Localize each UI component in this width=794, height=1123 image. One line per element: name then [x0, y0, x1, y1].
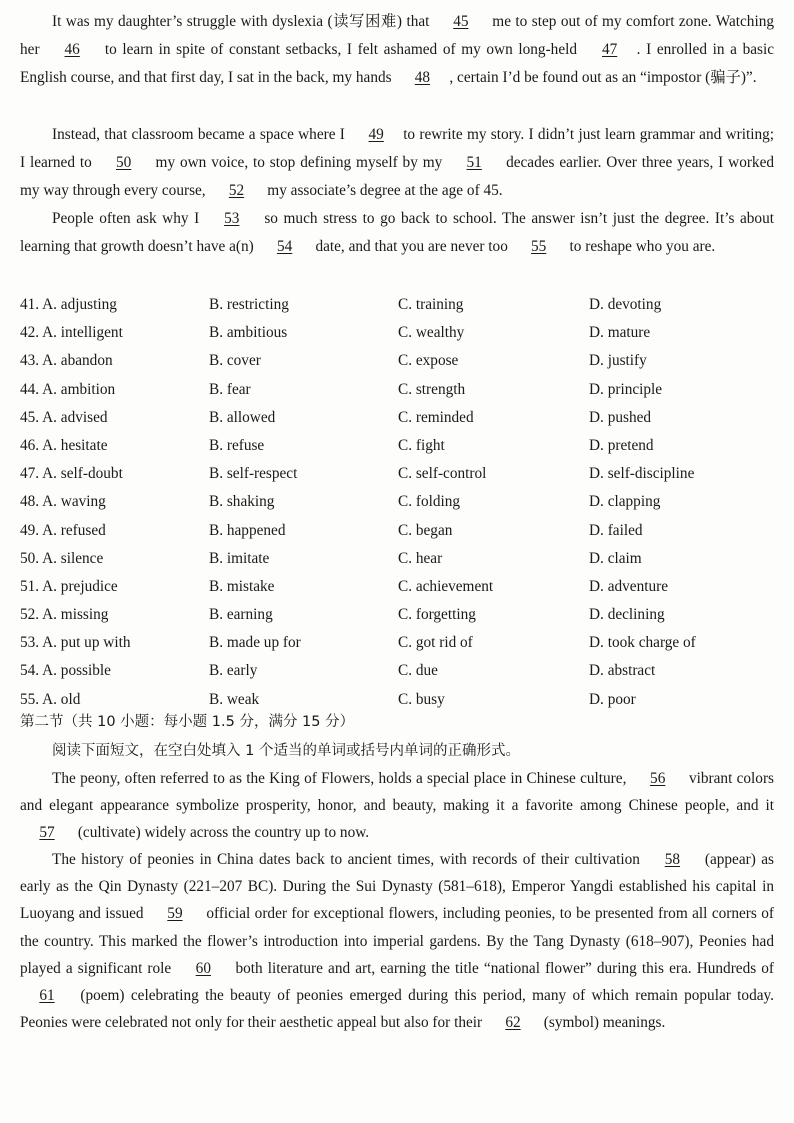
blank-48[interactable]: 48	[414, 69, 431, 87]
option-d[interactable]: D. abstract	[589, 662, 656, 680]
blank-50[interactable]: 50	[116, 154, 132, 172]
option-d[interactable]: D. poor	[589, 690, 636, 708]
text: (appear) as early as the Qin Dynasty (221–207 BC). During the Sui Dynasty (581–618), Emperor Yangdi established his capital in Luoyang and issued	[20, 851, 774, 923]
text: It was my daughter’s struggle with dyslexia (读写困难) that	[52, 13, 430, 30]
question-44	[20, 376, 780, 404]
passage1-paragraph-3	[20, 205, 774, 261]
section-title: 第二节（共 10 小题：每小题 1.5 分，满分 15 分）	[20, 714, 355, 730]
blank-53[interactable]: 53	[224, 210, 240, 227]
option-d[interactable]: D. declining	[589, 606, 665, 624]
option-a[interactable]: 45. A. advised	[20, 408, 108, 426]
blank-59[interactable]: 59	[167, 905, 183, 923]
text: to rewrite my story. I didn’t just learn grammar and writing; I learned to	[20, 126, 774, 172]
option-d[interactable]: D. self-discipline	[589, 465, 695, 483]
text: so much stress to go back to school. The answer isn’t just the degree. It’s about learning that growth doesn’t have a(n)	[20, 210, 774, 256]
option-d[interactable]: D. claim	[589, 549, 642, 567]
option-c[interactable]: C. expose	[398, 352, 459, 370]
option-b[interactable]: B. cover	[209, 352, 261, 370]
passage2-paragraph-1	[20, 765, 774, 847]
blank-52[interactable]: 52	[228, 182, 245, 200]
blank-58[interactable]: 58	[664, 851, 681, 868]
text: me to step out of my comfort zone. Watching her	[20, 13, 774, 59]
option-c[interactable]: C. strength	[398, 380, 466, 398]
option-b[interactable]: B. happened	[209, 521, 286, 539]
option-b[interactable]: B. self-respect	[209, 465, 298, 483]
option-d[interactable]: D. justify	[589, 352, 647, 370]
question-46	[20, 432, 780, 460]
option-a[interactable]: 43. A. abandon	[20, 352, 113, 370]
text: The peony, often referred to as the King of Flowers, holds a special place in Chinese culture,	[52, 770, 627, 787]
option-b[interactable]: B. early	[209, 662, 258, 680]
text: (cultivate) widely across the country up to now.	[77, 824, 370, 842]
question-54	[20, 657, 780, 685]
question-53	[20, 629, 780, 657]
option-d[interactable]: D. took charge of	[589, 634, 696, 652]
option-c[interactable]: C. folding	[398, 493, 461, 511]
option-a[interactable]: 44. A. ambition	[20, 380, 116, 398]
blank-61[interactable]: 61	[39, 987, 55, 1005]
blank-51[interactable]: 51	[466, 154, 482, 172]
option-d[interactable]: D. failed	[589, 521, 643, 539]
text: to learn in spite of constant setbacks, I felt ashamed of my own long-held	[104, 41, 578, 59]
option-b[interactable]: B. restricting	[209, 296, 289, 313]
text: official order for exceptional flowers, including peonies, to be presented from all corners of the country. This marked the flower’s introduction into imperial gardens. By the Tang Dynasty (618–907), Peonies had played a significant role	[20, 905, 775, 977]
option-d[interactable]: D. pushed	[589, 408, 652, 426]
passage1-paragraph-1	[20, 8, 774, 93]
text: to reshape who you are.	[569, 238, 716, 256]
option-d[interactable]: D. mature	[589, 324, 651, 342]
text: date, and that you are never too	[315, 238, 508, 256]
question-52	[20, 601, 780, 629]
option-b[interactable]: B. refuse	[209, 436, 265, 454]
option-b[interactable]: B. made up for	[209, 634, 301, 652]
text: . I enrolled in a basic English course, and that first day, I sat in the back, my hands	[20, 41, 775, 87]
passage2-paragraph-2	[20, 846, 774, 1036]
option-d[interactable]: D. principle	[589, 380, 663, 398]
passage1-paragraph-2	[20, 121, 774, 206]
option-c[interactable]: C. forgetting	[398, 606, 476, 624]
option-b[interactable]: B. ambitious	[209, 324, 288, 342]
option-a[interactable]: 50. A. silence	[20, 549, 104, 567]
option-a[interactable]: 49. A. refused	[20, 521, 106, 539]
option-c[interactable]: C. reminded	[398, 408, 474, 426]
blank-56[interactable]: 56	[650, 770, 666, 787]
option-b[interactable]: B. fear	[209, 380, 251, 398]
question-47	[20, 460, 780, 488]
text: Instead, that classroom became a space where I	[52, 126, 345, 143]
text: both literature and art, earning the title “national flower” during this era. Hundreds of	[235, 959, 775, 977]
option-a[interactable]: 46. A. hesitate	[20, 436, 108, 454]
option-d[interactable]: D. devoting	[589, 296, 662, 313]
option-a[interactable]: 48. A. waving	[20, 493, 106, 511]
option-b[interactable]: B. weak	[209, 690, 260, 708]
option-b[interactable]: B. imitate	[209, 549, 270, 567]
question-41	[20, 291, 780, 319]
question-42	[20, 319, 780, 347]
blank-46[interactable]: 46	[64, 41, 80, 59]
option-a[interactable]: 42. A. intelligent	[20, 324, 123, 342]
text: , certain I’d be found out as an “impostor (骗子)”.	[449, 69, 757, 87]
option-b[interactable]: B. allowed	[209, 408, 276, 426]
option-b[interactable]: B. shaking	[209, 493, 275, 511]
question-49	[20, 517, 780, 545]
blank-49[interactable]: 49	[368, 126, 384, 143]
blank-47[interactable]: 47	[602, 41, 618, 59]
option-c[interactable]: C. hear	[398, 549, 443, 567]
option-d[interactable]: D. pretend	[589, 436, 654, 454]
blank-55[interactable]: 55	[531, 238, 547, 256]
option-c[interactable]: C. training	[398, 296, 464, 313]
option-a[interactable]: 54. A. possible	[20, 662, 111, 680]
option-d[interactable]: D. adventure	[589, 577, 669, 595]
blank-45[interactable]: 45	[453, 13, 469, 30]
section-instruction: 阅读下面短文，在空白处填入 1 个适当的单词或括号内单词的正确形式。	[52, 743, 520, 759]
option-c[interactable]: C. got rid of	[398, 634, 473, 652]
text: vibrant colors and elegant appearance symbolize prosperity, honor, and beauty, making it a favorite among Chinese people, and it	[20, 770, 775, 815]
text: my associate’s degree at the age of 45.	[267, 182, 503, 200]
option-b[interactable]: B. earning	[209, 606, 273, 624]
option-b[interactable]: B. mistake	[209, 577, 275, 595]
option-d[interactable]: D. clapping	[589, 493, 661, 511]
option-c[interactable]: C. achievement	[398, 577, 494, 595]
option-a[interactable]: 47. A. self-doubt	[20, 465, 123, 483]
blank-57[interactable]: 57	[39, 824, 55, 842]
option-c[interactable]: C. self-control	[398, 465, 487, 483]
option-c[interactable]: C. due	[398, 662, 438, 680]
question-51	[20, 573, 780, 601]
text: People often ask why I	[52, 210, 200, 227]
blank-60[interactable]: 60	[195, 959, 211, 977]
question-43	[20, 347, 780, 375]
question-48	[20, 488, 780, 516]
option-a[interactable]: 53. A. put up with	[20, 634, 131, 652]
text: The history of peonies in China dates back to ancient times, with records of their cultivation	[52, 851, 640, 868]
text: (poem) celebrating the beauty of peonies emerged during this period, many of which remain popular today. Peonies were celebrated not only for their aesthetic appeal but also for their	[20, 987, 774, 1032]
text: my own voice, to stop defining myself by my	[155, 154, 443, 172]
option-a[interactable]: 51. A. prejudice	[20, 577, 118, 595]
option-list	[20, 291, 780, 714]
option-a[interactable]: 55. A. old	[20, 690, 81, 708]
text: (symbol) meanings.	[543, 1014, 666, 1032]
option-c[interactable]: C. began	[398, 521, 453, 539]
question-50	[20, 545, 780, 573]
text: decades earlier. Over three years, I worked my way through every course,	[20, 154, 775, 200]
blank-62[interactable]: 62	[505, 1014, 521, 1032]
question-45	[20, 404, 780, 432]
option-c[interactable]: C. wealthy	[398, 324, 465, 342]
option-c[interactable]: C. fight	[398, 436, 445, 454]
option-a[interactable]: 41. A. adjusting	[20, 296, 117, 313]
option-a[interactable]: 52. A. missing	[20, 606, 109, 624]
blank-54[interactable]: 54	[276, 238, 293, 256]
option-c[interactable]: C. busy	[398, 690, 445, 708]
